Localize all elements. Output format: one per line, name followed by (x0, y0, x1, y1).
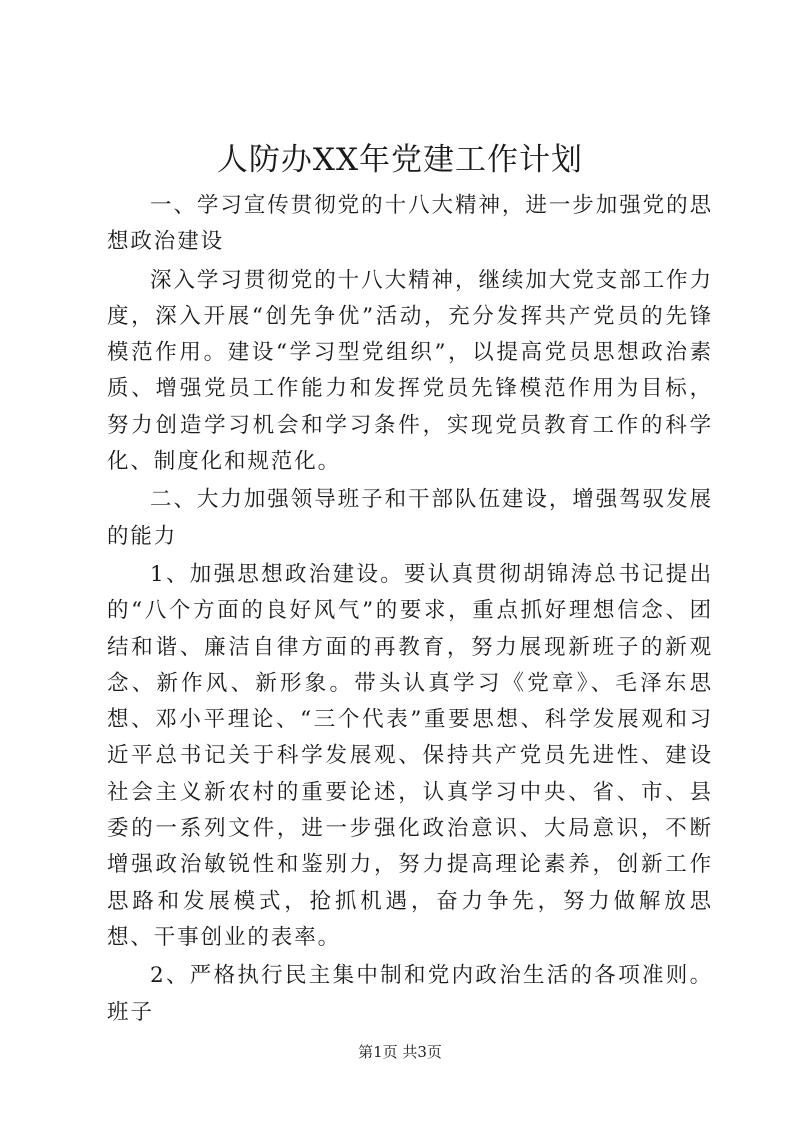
document-body (107, 188, 713, 1033)
body-paragraph-3: 2、严格执行民主集中制和党内政治生活的各项准则。班子 (107, 963, 713, 1025)
body-paragraph-2: 1、加强思想政治建设。要认真贯彻胡锦涛总书记提出的“八个方面的良好风气”的要求，重点抓好理想信念、团结和谐、廉洁自律方面的再教育，努力展现新班子的新观念、新作风、新形象。带头认真学习《党章》、毛泽东思想、邓小平理论、“三个代表”重要思想、科学发展观和习近平总书记关于科学发展观、保持共产党员先进性、建设社会主义新农村的重要论述，认真学习中央、省、市、县委的一系列文件，进一步强化政治意识、大局意识，不断增强政治敏锐性和鉴别力，努力提高理论素养，创新工作思路和发展模式，抢抓机遇，奋力争先，努力做解放思想、干事创业的表率。 (107, 561, 713, 950)
section-heading-2: 二、大力加强领导班子和干部队伍建设，增强驾驭发展的能力 (107, 487, 713, 549)
body-paragraph-1: 深入学习贯彻党的十八大精神，继续加大党支部工作力度，深入开展“创先争优”活动，充分发挥共产党员的先锋模范作用。建设“学习型党组织”，以提高党员思想政治素质、增强党员工作能力和发挥党员先锋模范作用为目标，努力创造学习机会和学习条件，实现党员教育工作的科学化、制度化和规范化。 (107, 267, 713, 475)
section-heading-1: 一、学习宣传贯彻党的十八大精神，进一步加强党的思想政治建设 (107, 193, 713, 255)
page-number-footer: 第1页 共3页 (358, 1043, 442, 1061)
document-title: 人防办XX年党建工作计划 (216, 142, 584, 178)
